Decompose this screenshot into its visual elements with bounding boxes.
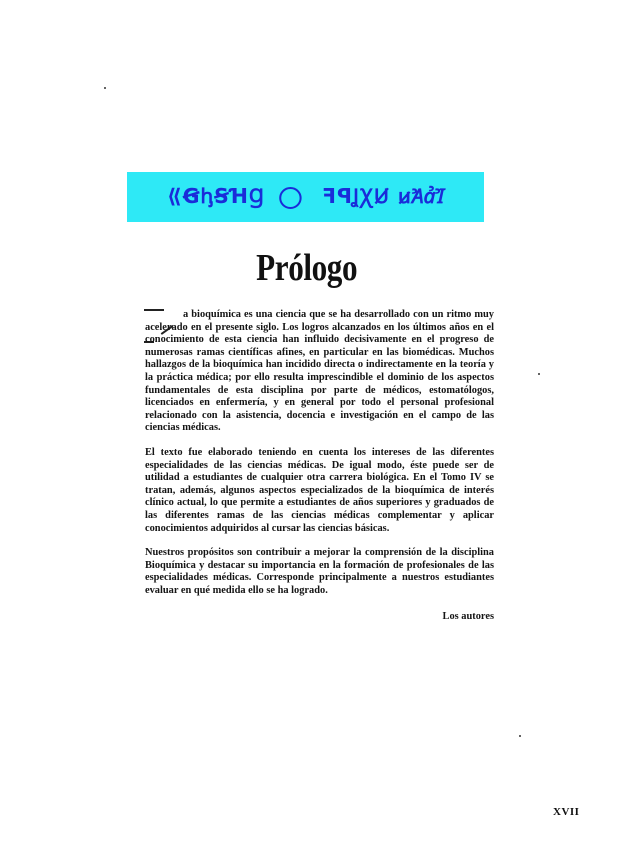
paragraph: a bioquímica es una ciencia que se ha desarrollado con un ritmo muy acelerado en el presente siglo. Los logros alcanzados en los últimos años en el conocimiento de esta ciencia han influido decisivamente en el progreso de numerosas ramas científicas afines, en particular en las biomédicas. Muchos hallazgos de la bioquímica han incidido directa o indirectamente en la teoría y la práctica médica; por ello resulta imprescindible el dominio de los aspectos fundamentales de esta disciplina por parte de médicos, estomatólogos, licenciados en enfermería, y en general por todo el personal profesional relacionado con la asistencia, docencia e investigación en el campo de las ciencias médicas. (145, 309, 494, 434)
page-title: Prólogo (256, 247, 358, 289)
decorative-glyph-title (167, 182, 445, 209)
chapter-header-banner (127, 172, 484, 222)
paragraph: Nuestros propósitos son contribuir a mejorar la comprensión de la disciplina Bioquímica y destacar su importancia en la formación de profesionales de las especialidades médicas. Corresponde principalmente a nuestros estudiantes evaluar en qué medida ello se ha logrado. (145, 547, 494, 596)
prologue-body (145, 309, 494, 624)
glyph-text-right: ꟻꟼꞲꞳꞸ ꞹꞺꞻꞼ (322, 184, 446, 208)
signature: Los autores (442, 611, 494, 623)
ring-icon (279, 187, 301, 209)
scan-speck (519, 735, 521, 737)
page-number: XVII (553, 806, 580, 818)
paragraph: El texto fue elaborado teniendo en cuenta los intereses de las diferentes especialidades de las ciencias médicas. De igual modo, éste puede ser de utilidad a estudiantes de cualquier otra carrera biológica. En el Tomo IV se tratan, además, algunos aspectos especializados de la bioquímica de interés clínico actual, lo que permite a estudiantes de años superiores y graduados de las diferentes ramas de las ciencias médicas complementar y aplicar conocimientos adquiridos al cursar las ciencias básicas. (145, 446, 494, 534)
glyph-text-left: ⟪ꞠꞕꞨꞪꞬ (167, 184, 265, 208)
scan-speck (538, 373, 540, 375)
scan-speck (104, 87, 106, 89)
